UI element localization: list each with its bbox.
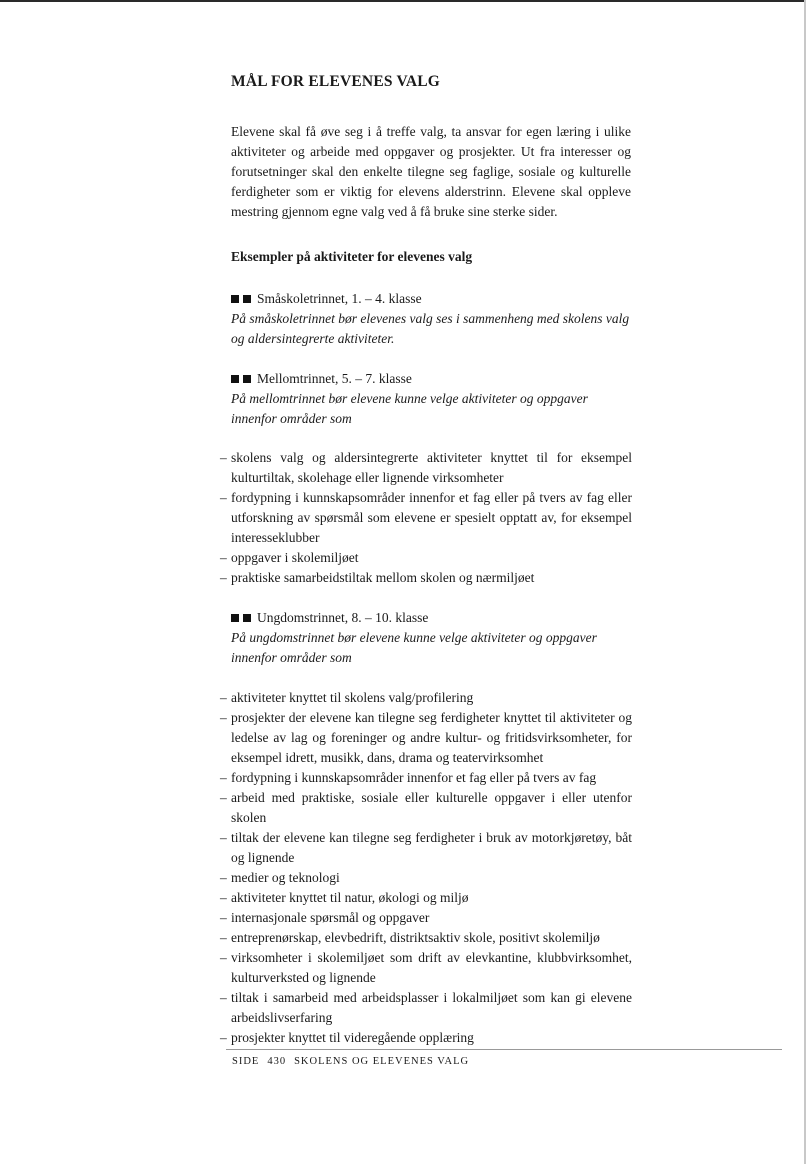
list-item: – prosjekter knyttet til videregående opplæring [220, 1030, 474, 1045]
list-item: – praktiske samarbeidstiltak mellom skolen og nærmiljøet [220, 570, 535, 585]
stage-description: På småskoletrinnet bør elevenes valg ses i sammenheng med skolens valg og aldersintegrerte aktiviteter. [231, 311, 630, 346]
bullet-square-icon [243, 375, 251, 383]
section-subheading: Eksempler på aktiviteter for elevenes valg [231, 249, 473, 264]
stage-heading-text: Ungdomstrinnet, 8. – 10. klasse [257, 610, 429, 625]
list-item: – tiltak i samarbeid med arbeidsplasser i lokalmiljøet som kan gi elevene arbeidslivserfaring [220, 990, 632, 1025]
stage-description: På ungdomstrinnet bør elevene kunne velge aktiviteter og oppgaver innenfor områder som [231, 630, 597, 665]
bullet-square-icon [231, 614, 239, 622]
stage-smaaskole [231, 289, 631, 349]
footer-section-title: SKOLENS OG ELEVENES VALG [294, 1056, 470, 1067]
list-item: – aktiviteter knyttet til skolens valg/profilering [220, 690, 474, 705]
list-item: – virksomheter i skolemiljøet som drift av elevkantine, klubbvirksomhet, kulturverksted og lignende [220, 950, 632, 985]
stage-ungdomstrinn [231, 608, 631, 668]
page-footer [232, 1056, 477, 1067]
footer-rule [226, 1049, 782, 1050]
bullet-square-icon [231, 295, 239, 303]
stage-description: På mellomtrinnet bør elevene kunne velge aktiviteter og oppgaver innenfor områder som [231, 391, 588, 426]
page-title: MÅL FOR ELEVENES VALG [231, 73, 441, 90]
list-item: – internasjonale spørsmål og oppgaver [220, 910, 430, 925]
stage-heading-text: Mellomtrinnet, 5. – 7. klasse [257, 371, 412, 386]
list-item: – fordypning i kunnskapsområder innenfor et fag eller på tvers av fag eller utforskning av spørsmål som elevene er spesielt opptatt av, for eksempel interesseklubber [220, 490, 632, 545]
footer-side-label: SIDE [232, 1056, 260, 1067]
stage-heading [231, 289, 631, 309]
mellomtrinn-list [220, 448, 632, 588]
stage-heading-text: Småskoletrinnet, 1. – 4. klasse [257, 291, 422, 306]
stage-heading [231, 608, 631, 628]
list-item: – tiltak der elevene kan tilegne seg ferdigheter i bruk av motorkjøretøy, båt og lignende [220, 830, 632, 865]
intro-paragraph: Elevene skal få øve seg i å treffe valg, ta ansvar for egen læring i ulike aktiviteter og arbeide med oppgaver og prosjekter. Ut fra interesser og forutsetninger skal den enkelte tilegne seg faglige, sosiale og kulturelle ferdigheter som er viktig for elevens alderstrinn. Elevene skal oppleve mestring gjennom egne valg ved å få bruke sine sterke sider. [231, 124, 631, 219]
list-item: – prosjekter der elevene kan tilegne seg ferdigheter knyttet til aktiviteter og ledelse av lag og foreninger og andre kultur- og fritidsvirksomheter, for eksempel idrett, musikk, dans, drama og teatervirksomhet [220, 710, 632, 765]
page-content [220, 72, 632, 1048]
stage-heading [231, 369, 631, 389]
footer-page-number: 430 [267, 1056, 287, 1067]
list-item: – aktiviteter knyttet til natur, økologi og miljø [220, 890, 469, 905]
list-item: – medier og teknologi [220, 870, 340, 885]
list-item: – fordypning i kunnskapsområder innenfor et fag eller på tvers av fag [220, 770, 597, 785]
bullet-square-icon [243, 295, 251, 303]
list-item: – arbeid med praktiske, sosiale eller kulturelle oppgaver i eller utenfor skolen [220, 790, 632, 825]
list-item: – skolens valg og aldersintegrerte aktiviteter knyttet til for eksempel kulturtiltak, skolehage eller lignende virksomheter [220, 450, 632, 485]
ungdomstrinn-list [220, 688, 632, 1048]
bullet-square-icon [231, 375, 239, 383]
stage-mellomtrinn [231, 369, 631, 429]
top-rule [0, 0, 806, 2]
bullet-square-icon [243, 614, 251, 622]
list-item: – oppgaver i skolemiljøet [220, 550, 359, 565]
list-item: – entreprenørskap, elevbedrift, distriktsaktiv skole, positivt skolemiljø [220, 930, 600, 945]
